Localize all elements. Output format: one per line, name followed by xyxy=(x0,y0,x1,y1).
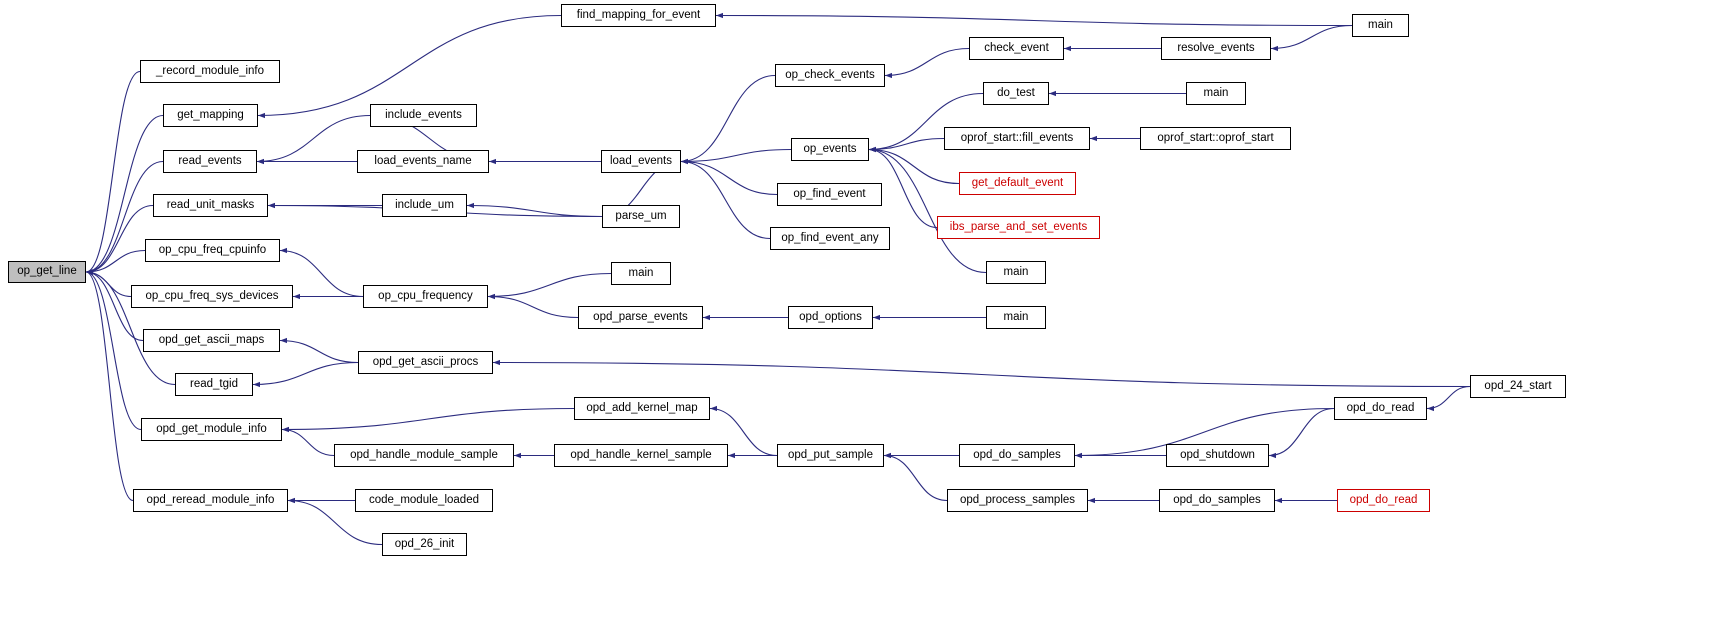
graph-node-load-events-name[interactable]: load_events_name xyxy=(357,150,489,173)
graph-edge xyxy=(288,498,355,503)
graph-node-opd-do-read-blue[interactable]: opd_do_read xyxy=(1334,397,1427,420)
graph-node-parse-um[interactable]: parse_um xyxy=(602,205,680,228)
graph-node-oprof-start-oprof-start[interactable]: oprof_start::oprof_start xyxy=(1140,127,1291,150)
graph-node-opd-shutdown[interactable]: opd_shutdown xyxy=(1166,444,1269,467)
graph-node-main-opts[interactable]: main xyxy=(986,306,1046,329)
graph-edge xyxy=(253,363,358,388)
graph-node-resolve-events[interactable]: resolve_events xyxy=(1161,37,1271,60)
graph-edge xyxy=(884,453,947,501)
graph-node-op-check-events[interactable]: op_check_events xyxy=(775,64,885,87)
graph-edge xyxy=(467,203,602,217)
graph-edge xyxy=(514,453,554,458)
graph-node-get-default-event[interactable]: get_default_event xyxy=(959,172,1076,195)
graph-edge xyxy=(1271,26,1352,52)
graph-edge xyxy=(280,338,358,363)
graph-edge xyxy=(86,72,140,275)
graph-edge xyxy=(681,159,777,195)
graph-node-opd-do-samples-1[interactable]: opd_do_samples xyxy=(959,444,1075,467)
graph-node-op-get-line[interactable]: op_get_line xyxy=(8,261,86,283)
graph-node-opd-options[interactable]: opd_options xyxy=(788,306,873,329)
graph-edge xyxy=(488,274,611,300)
graph-edge xyxy=(293,294,363,299)
graph-edge xyxy=(1049,91,1186,96)
graph-edge xyxy=(493,360,1470,387)
graph-edge xyxy=(257,116,370,165)
graph-node-opd-reread-module-info[interactable]: opd_reread_module_info xyxy=(133,489,288,512)
graph-node-op-cpu-freq-cpuinfo[interactable]: op_cpu_freq_cpuinfo xyxy=(145,239,280,262)
graph-node-op-cpu-freq-sys-devices[interactable]: op_cpu_freq_sys_devices xyxy=(131,285,293,308)
graph-edge xyxy=(489,159,601,164)
graph-edge xyxy=(86,251,145,275)
graph-edge xyxy=(681,76,775,165)
graph-node-check-event[interactable]: check_event xyxy=(969,37,1064,60)
graph-node-do-test[interactable]: do_test xyxy=(983,82,1049,105)
graph-edge xyxy=(681,150,791,165)
graph-node-read-unit-masks[interactable]: read_unit_masks xyxy=(153,194,268,217)
graph-edge xyxy=(282,427,334,456)
graph-edge xyxy=(681,159,770,239)
graph-node-opd-get-module-info[interactable]: opd_get_module_info xyxy=(141,418,282,441)
graph-edge xyxy=(869,139,944,153)
graph-node-op-cpu-frequency[interactable]: op_cpu_frequency xyxy=(363,285,488,308)
graph-node-ibs-parse-and-set-events[interactable]: ibs_parse_and_set_events xyxy=(937,216,1100,239)
graph-edge xyxy=(488,294,578,318)
graph-node-opd-get-ascii-maps[interactable]: opd_get_ascii_maps xyxy=(143,329,280,352)
graph-node-opd-26-init[interactable]: opd_26_init xyxy=(382,533,467,556)
graph-node-load-events[interactable]: load_events xyxy=(601,150,681,173)
graph-edge xyxy=(282,409,574,433)
graph-edge xyxy=(1275,498,1337,503)
graph-node-code-module-loaded[interactable]: code_module_loaded xyxy=(355,489,493,512)
graph-edge xyxy=(1090,136,1140,141)
graph-node-opd-get-ascii-procs[interactable]: opd_get_ascii_procs xyxy=(358,351,493,374)
graph-node-main-top[interactable]: main xyxy=(1352,14,1409,37)
graph-edge xyxy=(86,206,153,275)
graph-edge xyxy=(1075,453,1166,458)
graph-node-op-find-event-any[interactable]: op_find_event_any xyxy=(770,227,890,250)
graph-node--record-module-info[interactable]: _record_module_info xyxy=(140,60,280,83)
graph-edge xyxy=(1269,409,1334,459)
graph-edge xyxy=(86,269,131,296)
graph-edge xyxy=(1064,46,1161,51)
graph-node-opd-put-sample[interactable]: opd_put_sample xyxy=(777,444,884,467)
graph-node-include-events[interactable]: include_events xyxy=(370,104,477,127)
graph-node-opd-handle-module-sample[interactable]: opd_handle_module_sample xyxy=(334,444,514,467)
graph-node-opd-do-read-red[interactable]: opd_do_read xyxy=(1337,489,1430,512)
graph-edge xyxy=(869,147,959,184)
graph-node-main-dotest[interactable]: main xyxy=(1186,82,1246,105)
graph-node-include-um[interactable]: include_um xyxy=(382,194,467,217)
graph-node-op-find-event[interactable]: op_find_event xyxy=(777,183,882,206)
graph-edge xyxy=(258,16,561,119)
graph-edge xyxy=(703,315,788,320)
graph-node-opd-process-samples[interactable]: opd_process_samples xyxy=(947,489,1088,512)
graph-node-opd-parse-events[interactable]: opd_parse_events xyxy=(578,306,703,329)
graph-node-op-events[interactable]: op_events xyxy=(791,138,869,161)
graph-node-main-events[interactable]: main xyxy=(986,261,1046,284)
graph-edge xyxy=(716,13,1352,26)
graph-edge xyxy=(86,269,133,500)
graph-edge xyxy=(728,453,777,458)
graph-node-opd-24-start[interactable]: opd_24_start xyxy=(1470,375,1566,398)
graph-edge xyxy=(1427,387,1470,412)
graph-node-opd-handle-kernel-sample[interactable]: opd_handle_kernel_sample xyxy=(554,444,728,467)
graph-edge xyxy=(873,315,986,320)
graph-node-opd-do-samples-2[interactable]: opd_do_samples xyxy=(1159,489,1275,512)
graph-edge xyxy=(257,159,357,164)
graph-edge xyxy=(869,147,986,273)
graph-node-main-cpufreq[interactable]: main xyxy=(611,262,671,285)
graph-node-opd-add-kernel-map[interactable]: opd_add_kernel_map xyxy=(574,397,710,420)
graph-node-find-mapping-for-event[interactable]: find_mapping_for_event xyxy=(561,4,716,27)
graph-edge xyxy=(1088,498,1159,503)
graph-node-read-tgid[interactable]: read_tgid xyxy=(175,373,253,396)
graph-node-read-events[interactable]: read_events xyxy=(163,150,257,173)
graph-edge xyxy=(885,49,969,79)
graph-node-oprof-start-fill-events[interactable]: oprof_start::fill_events xyxy=(944,127,1090,150)
graph-edge xyxy=(884,453,959,458)
graph-node-get-mapping[interactable]: get_mapping xyxy=(163,104,258,127)
graph-edge xyxy=(268,203,382,208)
